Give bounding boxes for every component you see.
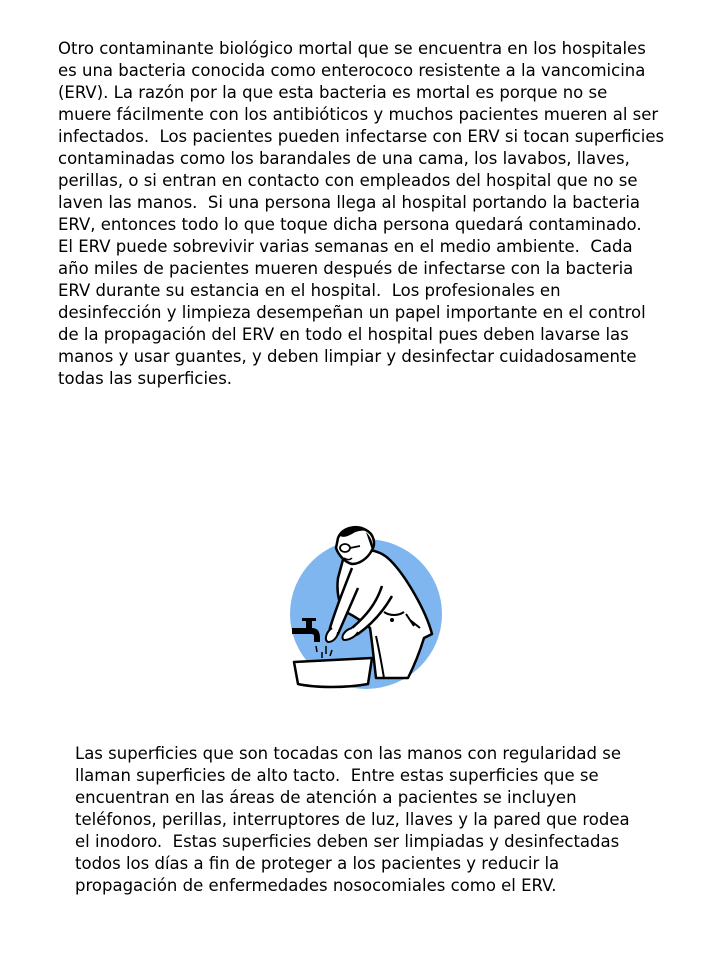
text-line: El ERV puede sobrevivir varias semanas en el medio ambiente. Cada bbox=[58, 237, 633, 256]
text-line: ERV, entonces todo lo que toque dicha persona quedará contaminado. bbox=[58, 215, 642, 234]
text-line: muere fácilmente con los antibióticos y muchos pacientes mueren al ser bbox=[58, 105, 659, 124]
text-line: encuentran en las áreas de atención a pacientes se incluyen bbox=[75, 788, 577, 807]
text-line: todas las superficies. bbox=[58, 369, 233, 388]
text-line: (ERV). La razón por la que esta bacteria es mortal es porque no se bbox=[58, 83, 608, 102]
text-line: año miles de pacientes mueren después de infectarse con la bacteria bbox=[58, 259, 634, 278]
handwashing-illustration bbox=[286, 516, 446, 691]
text-line: ERV durante su estancia en el hospital. Los profesionales en bbox=[58, 281, 561, 300]
text-line: llaman superficies de alto tacto. Entre estas superficies que se bbox=[75, 766, 599, 785]
text-line: todos los días a fin de proteger a los pacientes y reducir la bbox=[75, 854, 560, 873]
sink-basin bbox=[294, 658, 372, 687]
text-line: el inodoro. Estas superficies deben ser limpiadas y desinfectadas bbox=[75, 832, 620, 851]
text-line: contaminadas como los barandales de una cama, los lavabos, llaves, bbox=[58, 149, 630, 168]
text-line: Las superficies que son tocadas con las manos con regularidad se bbox=[75, 744, 622, 763]
text-line: Otro contaminante biológico mortal que se encuentra en los hospitales bbox=[58, 39, 646, 58]
text-line: de la propagación del ERV en todo el hospital pues deben lavarse las bbox=[58, 325, 629, 344]
text-line: perillas, o si entran en contacto con empleados del hospital que no se bbox=[58, 171, 638, 190]
text-line: propagación de enfermedades nosocomiales como el ERV. bbox=[75, 876, 557, 895]
text-line: manos y usar guantes, y deben limpiar y desinfectar cuidadosamente bbox=[58, 347, 637, 366]
text-line: teléfonos, perillas, interruptores de luz, llaves y la pared que rodea bbox=[75, 810, 630, 829]
text-line: desinfección y limpieza desempeñan un papel importante en el control bbox=[58, 303, 646, 322]
text-line: infectados. Los pacientes pueden infectarse con ERV si tocan superficies bbox=[58, 127, 665, 146]
text-line: es una bacteria conocida como enterococo resistente a la vancomicina bbox=[58, 61, 646, 80]
text-line: laven las manos. Si una persona llega al hospital portando la bacteria bbox=[58, 193, 641, 212]
handwashing-icon bbox=[286, 516, 446, 691]
